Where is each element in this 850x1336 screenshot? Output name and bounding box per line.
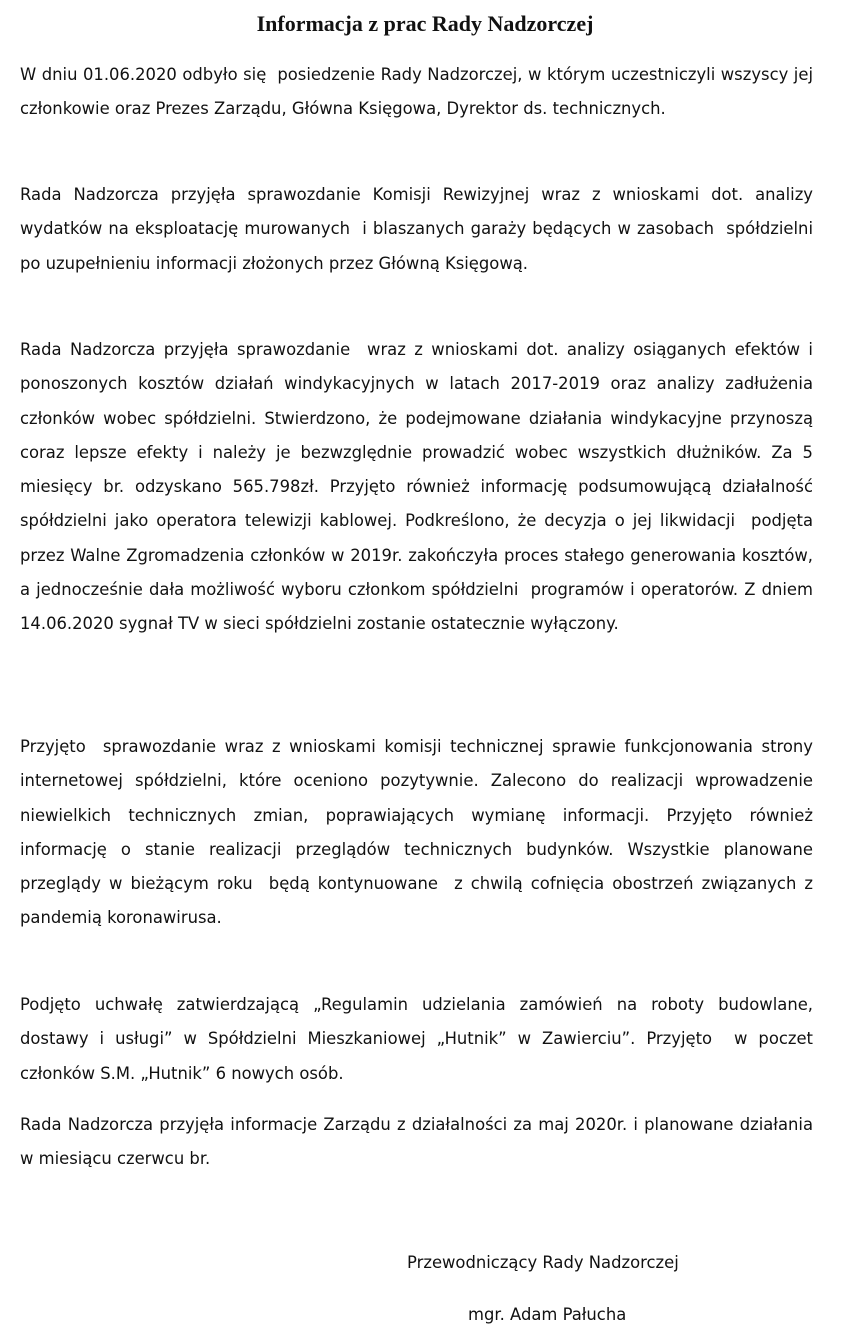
page-title: Informacja z prac Rady Nadzorczej [256, 11, 594, 36]
paragraph-technical-commission: Przyjęto sprawozdanie wraz z wnioskami komisji technicznej sprawie funkcjonowania strony internetowej spółdzielni, które oceniono pozytywnie. Zalecono do realizacji wprowadzenie niewielkich technicznych zmian, poprawiających wymianę informacji. Przyjęto również informację o stanie realizacji przeglądów technicznych budynków. Wszystkie planowane przeglądy w bieżącym roku będą kontynuowane z chwilą cofnięcia obostrzeń związanych z pandemią koronawirusa. [20, 737, 819, 928]
signature-role: Przewodniczący Rady Nadzorczej [407, 1253, 679, 1272]
paragraph-resolution: Podjęto uchwałę zatwierdzającą „Regulamin udzielania zamówień na roboty budowlane, dostawy i usługi” w Spółdzielni Mieszkaniowej „Hutnik” w Zawierciu”. Przyjęto w poczet członków S.M. „Hutnik” 6 nowych osób. [20, 995, 819, 1083]
signature-name: mgr. Adam Pałucha [468, 1305, 627, 1324]
paragraph-audit-report: Rada Nadzorcza przyjęła sprawozdanie Komisji Rewizyjnej wraz z wnioskami dot. analizy wydatków na eksploatację murowanych i blaszanych garaży będących w zasobach spółdzielni po uzupełnieniu informacji złożonych przez Główną Księgową. [20, 185, 824, 273]
paragraph-management-info: Rada Nadzorcza przyjęła informacje Zarządu z działalności za maj 2020r. i planowane działania w miesiącu czerwcu br. [20, 1115, 819, 1169]
paragraph-meeting: W dniu 01.06.2020 odbyło się posiedzenie Rady Nadzorczej, w którym uczestniczyli wszyscy jej członkowie oraz Prezes Zarządu, Główna Księgowa, Dyrektor ds. technicznych. [20, 65, 819, 119]
paragraph-debt-collection: Rada Nadzorcza przyjęła sprawozdanie wraz z wnioskami dot. analizy osiąganych efektów i ponoszonych kosztów działań windykacyjnych w latach 2017-2019 oraz analizy zadłużenia członków wobec spółdzielni. Stwierdzono, że podejmowane działania windykacyjne przynoszą coraz lepsze efekty i należy je bezwzględnie prowadzić wobec wszystkich dłużników. Za 5 miesięcy br. odzyskano 565.798zł. Przyjęto również informację podsumowującą działalność spółdzielni jako operatora telewizji kablowej. Podkreślono, że decyzja o jej likwidacji podjęta przez Walne Zgromadzenia członków w 2019r. zakończyła proces stałego generowania kosztów, a jednocześnie dała możliwość wyboru członkom spółdzielni programów i operatorów. Z dniem 14.06.2020 sygnał TV w sieci spółdzielni zostanie ostatecznie wyłączony. [20, 340, 824, 634]
